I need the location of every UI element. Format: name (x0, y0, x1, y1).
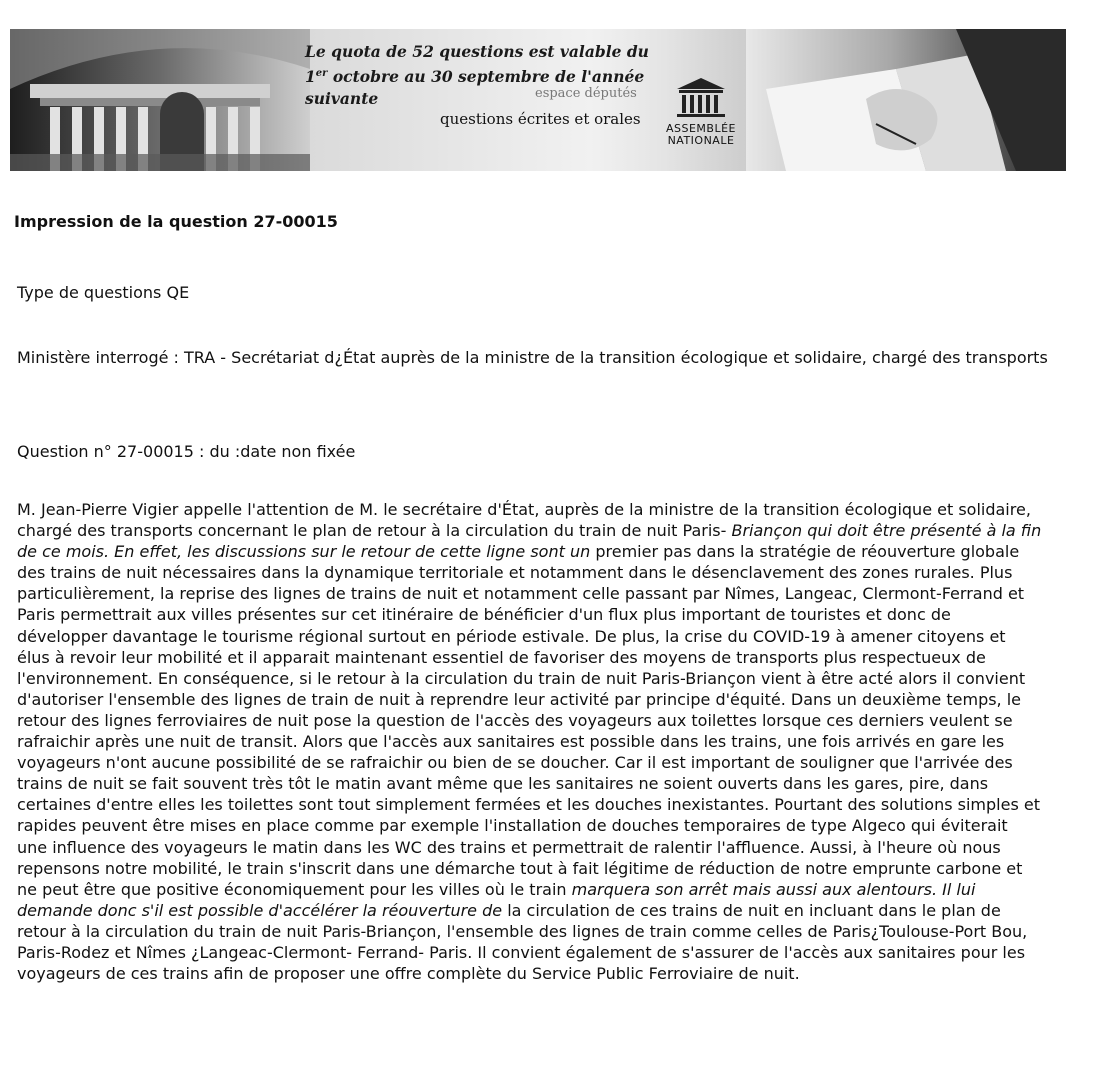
quota-day: 1 (305, 67, 316, 87)
body-part-1: M. Jean-Pierre Vigier appelle l'attention de M. le secrétaire d'État, auprès de la ministre de la transition écologique et solidaire, chargé des transports concernant le plan de retour à la circulation du train de nuit Paris- (17, 500, 1031, 541)
espace-deputes-label: espace députés (535, 86, 637, 101)
quota-line-1: Le quota de 52 questions est valable du (305, 42, 649, 61)
quota-line-2-text: octobre au 30 septembre de l'année (327, 67, 645, 87)
page-title: Impression de la question 27-00015 (14, 212, 338, 231)
palais-bourbon-photo (10, 29, 310, 171)
body-part-5: la circulation de ces trains de nuit en incluant dans le plan de retour à la circulation du train de nuit Paris-Briançon, l'ensemble des lignes de train comme celles de Paris¿Toulouse-Port Bou, Paris-Rodez et Nîmes ¿Langeac-Clermont- Ferrand- Paris. Il convient également de s'assurer de l'accès aux sanitaires pour les voyageurs de ces trains afin de proposer une offre complète du Service Public Ferroviaire de nuit. (17, 900, 1028, 984)
assemblee-nationale-logo (655, 75, 747, 167)
writing-hand-photo (746, 29, 1066, 171)
assemblee-building-icon (671, 75, 731, 119)
body-part-3: premier pas dans la stratégie de réouverture globale des trains de nuit nécessaires dans la dynamique territoriale et notamment dans le désenclavement des zones rurales. Plus particulièrement, la reprise des lignes de trains de nuit et notamment celle passant par Nîmes, Langeac, Clermont-Ferrand et Paris permettrait aux villes présentes sur cet itinéraire de bénéficier d'un flux plus important de touristes et donc de développer davantage le tourisme régional surtout en période estivale. De plus, la crise du COVID-19 à amener citoyens et élus à revoir leur mobilité et il apparait maintenant essentiel de favoriser des moyens de transports plus respectueux de l'environnement. En conséquence, si le retour à la circulation du train de nuit Paris-Briançon vient à être acté alors il convient d'autoriser l'ensemble des lignes de train de nuit à reprendre leur activité par principe d'équité. Dans un deuxième temps, le retour des lignes ferroviaires de nuit pose la question de l'accès des voyageurs aux toilettes lorsque ces derniers veulent se rafraichir après une nuit de transit. Alors que l'accès aux sanitaires est possible dans les trains, une fois arrivés en gare les voyageurs n'ont aucune possibilité de se rafraichir ou bien de se doucher. Car il est important de souligner que l'arrivée des trains de nuit se fait souvent très tôt le matin avant même que les sanitaires ne soient ouverts dans les gares, pire, dans certaines d'entre elles les toilettes sont tout simplement fermées et les douches inexistantes. Pourtant des solutions simples et rapides peuvent être mises en place comme par exemple l'installation de douches temporaires de type Algeco qui éviterait une influence des voyageurs le matin dans les WC des trains et permettrait de ralentir l'affluence. Aussi, à l'heure où nous repensons notre mobilité, le train s'inscrit dans une démarche tout à fait légitime de réduction de notre emprunte carbone et ne peut être que positive économiquement pour les villes où le train (17, 542, 1040, 899)
quota-superscript: er (315, 68, 328, 79)
quota-line-2 (305, 63, 650, 88)
question-number: Question n° 27-00015 : du :date non fixée (17, 442, 356, 461)
logo-text-nationale: NATIONALE (667, 134, 735, 147)
ministere-interroge: Ministère interrogé : TRA - Secrétariat d¿État auprès de la ministre de la transition écologique et solidaire, chargé des transports (17, 348, 1048, 367)
question-body (17, 499, 1042, 984)
quota-line-3: suivante (305, 89, 379, 109)
logo-text-assemblee: ASSEMBLÉE (665, 122, 736, 135)
header-banner (10, 29, 1066, 171)
questions-label: questions écrites et orales (440, 110, 641, 128)
body-part-2-italic: Briançon qui doit être présenté à la fin de ce mois. En effet, les discussions sur le retour de cette ligne sont un (17, 521, 1042, 562)
question-type: Type de questions QE (17, 283, 190, 302)
body-part-4-italic: marquera son arrêt mais aussi aux alentours. Il lui demande donc s'il est possible d'accélérer la réouverture de (17, 879, 976, 920)
